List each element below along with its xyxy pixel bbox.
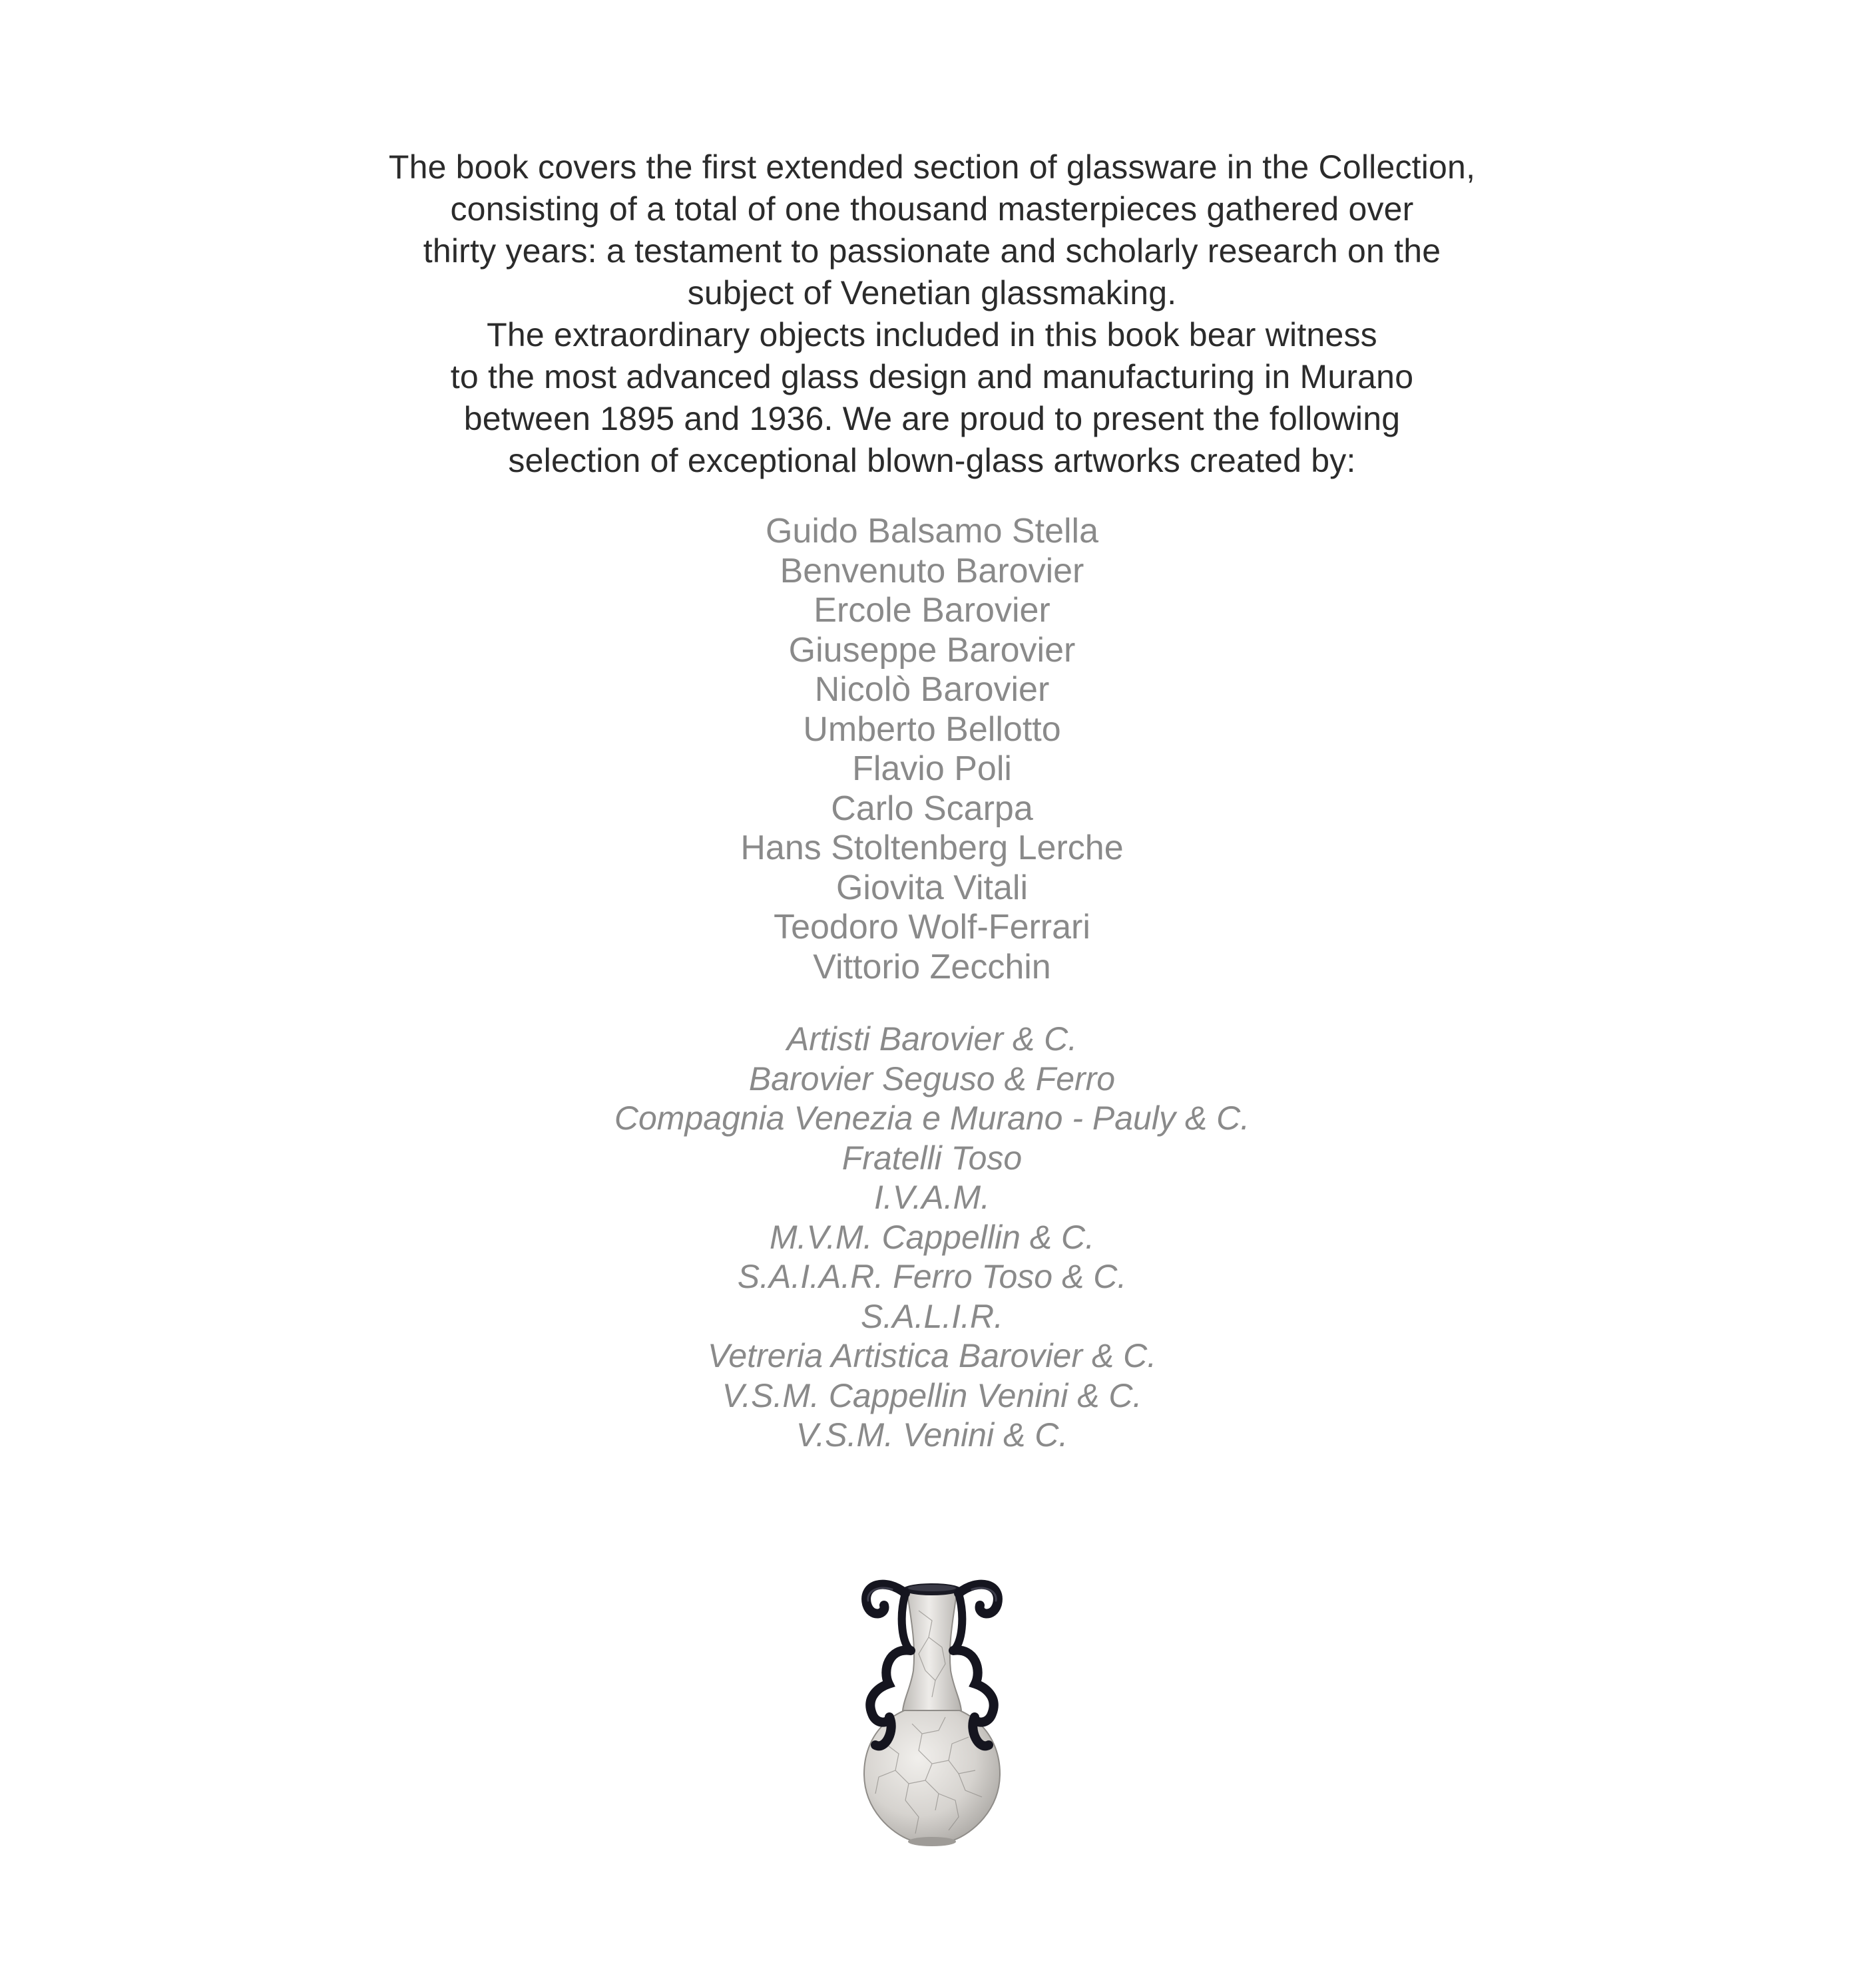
artist-name: Carlo Scarpa	[831, 789, 1033, 828]
firm-list	[0, 1020, 1864, 1456]
intro-line: thirty years: a testament to passionate and scholarly research on the	[423, 232, 1441, 270]
artist-name: Flavio Poli	[852, 749, 1012, 788]
artist-name: Vittorio Zecchin	[813, 947, 1051, 986]
artist-name: Teodoro Wolf-Ferrari	[774, 908, 1090, 946]
artist-name: Hans Stoltenberg Lerche	[740, 829, 1124, 867]
firm-name: S.A.L.I.R.	[861, 1297, 1003, 1335]
firm-name: Artisti Barovier & C.	[786, 1020, 1078, 1058]
firm-name: I.V.A.M.	[873, 1179, 991, 1216]
intro-line: between 1895 and 1936. We are proud to present the following	[463, 400, 1401, 437]
intro-line: The book covers the first extended section of glassware in the Collection,	[388, 148, 1476, 186]
artist-name: Benvenuto Barovier	[780, 551, 1084, 590]
intro-line: selection of exceptional blown-glass artworks created by:	[508, 442, 1356, 479]
artist-name: Umberto Bellotto	[803, 709, 1061, 749]
artist-name: Giovita Vitali	[835, 868, 1029, 907]
artist-name: Giuseppe Barovier	[788, 630, 1076, 670]
vase-image	[825, 1571, 1039, 1850]
artist-name: Nicolò Barovier	[814, 670, 1050, 709]
intro-paragraph	[0, 146, 1864, 482]
intro-line: consisting of a total of one thousand masterpieces gathered over	[450, 190, 1414, 228]
intro-line: subject of Venetian glassmaking.	[687, 274, 1177, 311]
artist-list	[0, 512, 1864, 987]
firm-name: Vetreria Artistica Barovier & C.	[707, 1337, 1157, 1374]
firm-name: Fratelli Toso	[841, 1139, 1023, 1177]
firm-name: V.S.M. Cappellin Venini & C.	[722, 1376, 1142, 1414]
firm-name: Compagnia Venezia e Murano - Pauly & C.	[614, 1099, 1250, 1137]
firm-name: M.V.M. Cappellin & C.	[769, 1218, 1095, 1256]
firm-name: V.S.M. Venini & C.	[796, 1416, 1068, 1454]
artist-name: Guido Balsamo Stella	[765, 512, 1099, 550]
artist-name: Ercole Barovier	[814, 591, 1050, 630]
firm-name: S.A.I.A.R. Ferro Toso & C.	[737, 1258, 1127, 1295]
intro-line: The extraordinary objects included in this book bear witness	[487, 316, 1377, 353]
intro-line: to the most advanced glass design and manufacturing in Murano	[450, 358, 1414, 395]
firm-name: Barovier Seguso & Ferro	[748, 1060, 1116, 1097]
